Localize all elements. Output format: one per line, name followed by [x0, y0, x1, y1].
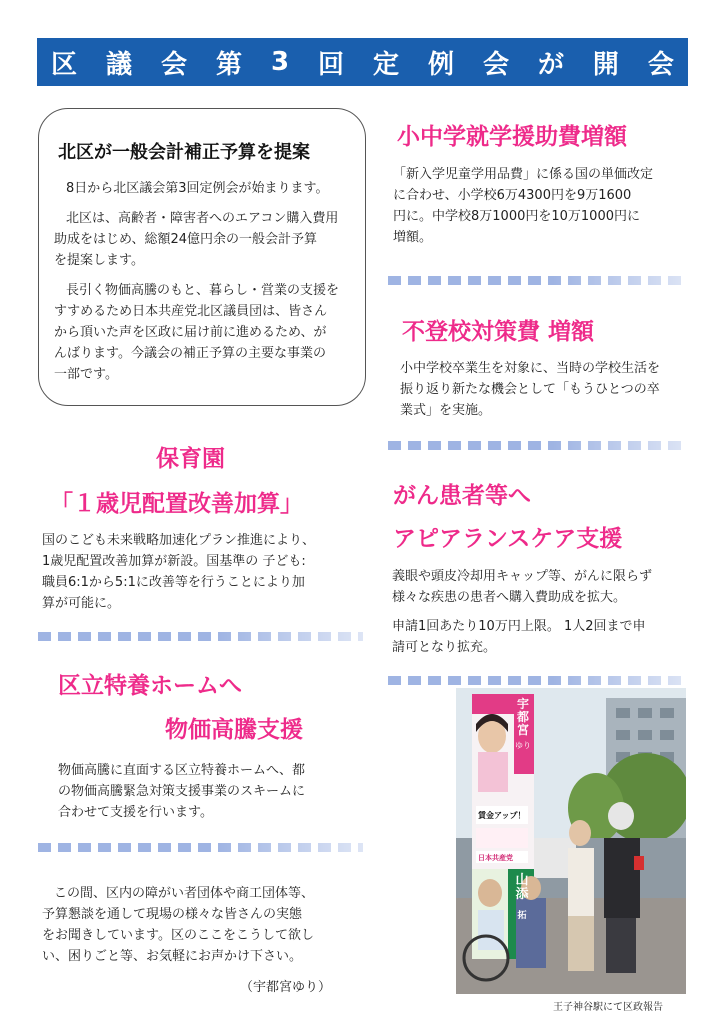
- cancer-title: がん患者等へ: [393, 483, 531, 509]
- banner-char: 会: [482, 49, 509, 80]
- divider: [388, 276, 688, 285]
- cancer-subtitle: アピアランスケア支援: [393, 526, 623, 552]
- cancer-line: 請可となり拡充。: [392, 640, 497, 655]
- nursery-title: 保育園: [156, 446, 225, 472]
- banner-char: 3: [270, 47, 290, 77]
- intro-line: を提案します。: [54, 253, 144, 268]
- intro-line: 北区は、高齢者・障害者へのエアコン購入費用: [66, 211, 339, 226]
- closing-line: い、困りごと等、お気軽にお声かけ下さい。: [42, 949, 303, 964]
- intro-line: 長引く物価高騰のもと、暮らし・営業の支援を: [66, 283, 340, 298]
- intro-text: [54, 178, 359, 385]
- banner-wage: 賃金アップ！: [478, 811, 526, 820]
- intro-title: 北区が一般会計補正予算を提案: [58, 142, 310, 163]
- school-line: 円に。中学校8万1000円を10万1000円に: [393, 209, 640, 224]
- home-text: [58, 760, 368, 823]
- school-title: 小中学就学援助費増額: [397, 124, 627, 150]
- home-title: 区立特養ホームへ: [58, 673, 242, 699]
- nursery-line: 国のこども未来戦略加速化プラン推進により、: [42, 533, 316, 548]
- divider: [388, 441, 688, 450]
- signature: （宇都宮ゆり）: [240, 980, 332, 995]
- intro-line: 8日から北区議会第3回定例会が始まります。: [66, 181, 329, 196]
- closing-text: [42, 883, 372, 967]
- cancer-line: 義眼や頭皮冷却用キャップ等、がんに限らず: [392, 569, 653, 584]
- intro-line: すすめるため日本共産党北区議員団は、皆さん: [54, 304, 328, 319]
- school-line: 増額。: [393, 230, 433, 245]
- divider: [38, 632, 363, 641]
- closing-line: 予算懇談を通して現場の様々な皆さんの実態: [42, 907, 303, 922]
- nursery-line: 1歳児配置改善加算が新設。国基準の 子ども:: [42, 554, 306, 569]
- divider: [38, 843, 363, 852]
- banner-char: 開: [592, 49, 619, 80]
- photo-caption: 王子神谷駅にて区政報告: [553, 1002, 663, 1013]
- futoko-title: 不登校対策費 増額: [402, 319, 595, 345]
- banner-char: 会: [160, 49, 187, 80]
- futoko-text: [400, 358, 700, 421]
- banner-name-2: 山添: [515, 873, 529, 902]
- home-subtitle: 物価高騰支援: [165, 717, 303, 743]
- nursery-line: 算が可能に。: [42, 596, 121, 611]
- futoko-line: 振り返り新たな機会として「もうひとつの卒: [400, 382, 660, 397]
- banner-char: が: [537, 49, 564, 80]
- header-title: [37, 38, 688, 86]
- divider: [388, 676, 688, 685]
- intro-line: から頂いた声を区政に届け前に進めるため、が: [54, 325, 327, 340]
- closing-line: をお聞きしています。区のここをこうして欲し: [42, 928, 314, 943]
- intro-line: 助成をはじめ、総額24億円余の一般会計予算: [54, 232, 318, 247]
- nursery-line: 職員6:1から5:1に改善等を行うことにより加: [42, 575, 305, 590]
- intro-line: 一部です。: [54, 367, 118, 382]
- closing-line: この間、区内の障がい者団体や商工団体等、: [54, 886, 315, 901]
- banner-char: 定: [372, 49, 399, 80]
- banner-char: 第: [215, 49, 242, 80]
- banner-char: 例: [427, 49, 454, 80]
- banner-char: 区: [51, 49, 78, 80]
- futoko-line: 小中学校卒業生を対象に、当時の学校生活を: [400, 361, 661, 376]
- intro-line: んばります。今議会の補正予算の主要な事業の: [54, 346, 326, 361]
- home-line: の物価高騰緊急対策支援事業のスキームに: [58, 784, 306, 799]
- banner-char: 会: [647, 49, 674, 80]
- banner-name-small: ゆり: [515, 741, 531, 750]
- cancer-line: 申請1回あたり10万円上限。 1人2回まで申: [392, 619, 646, 634]
- home-line: 合わせて支援を行います。: [58, 805, 213, 820]
- school-text: [393, 164, 693, 248]
- cancer-line: 様々な疾患の患者へ購入費助成を拡大。: [392, 590, 627, 605]
- banner-name-2-small: 拓: [517, 911, 527, 921]
- school-line: に合わせ、小学校6万4300円を9万1600: [393, 188, 632, 203]
- nursery-text: [42, 530, 372, 614]
- banner-char: 回: [318, 49, 345, 80]
- school-line: 「新入学児童学用品費」に係る国の単価改定: [393, 167, 654, 182]
- home-line: 物価高騰に直面する区立特養ホームへ、都: [58, 763, 306, 778]
- cancer-text: [392, 566, 697, 658]
- futoko-line: 業式」を実施。: [400, 403, 492, 418]
- banner-name: 宇都宮: [516, 697, 529, 737]
- nursery-subtitle: 「１歳児配置改善加算」: [50, 491, 303, 517]
- banner-party: 日本共産党: [478, 854, 513, 862]
- street-photo: [456, 688, 686, 994]
- photo-illustration: [456, 688, 686, 994]
- banner-char: 議: [105, 49, 132, 80]
